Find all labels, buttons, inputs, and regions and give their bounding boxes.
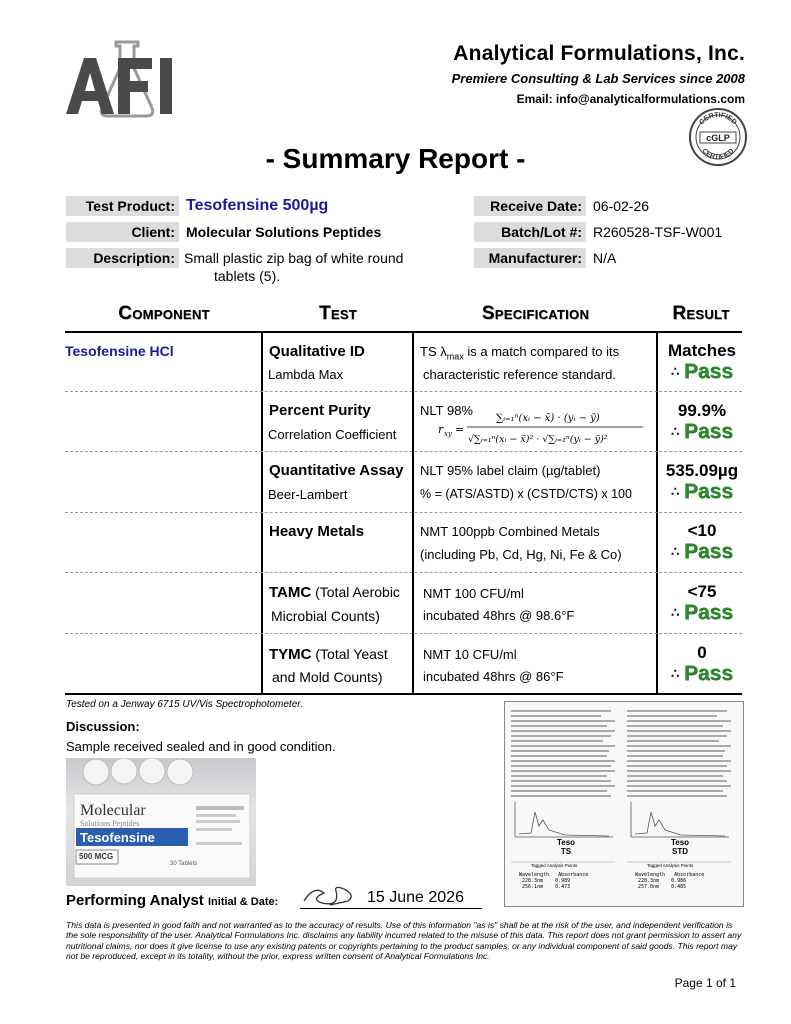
company-block bbox=[452, 42, 745, 106]
header-result: Result bbox=[672, 303, 730, 324]
seal-mid-text: cGLP bbox=[706, 133, 730, 143]
result-pass: ∴ Pass bbox=[671, 662, 733, 685]
left-table-title: Tagged Analysis Points bbox=[531, 863, 578, 868]
right-points-table: Wavelength Absorbance 228.3nm 0.986 257.0nm 0.485 bbox=[635, 872, 705, 890]
test-method: and Mold Counts) bbox=[272, 669, 383, 685]
sample-photo bbox=[66, 758, 256, 886]
report-title: - Summary Report - bbox=[265, 143, 526, 174]
test-method: Beer-Lambert bbox=[268, 487, 348, 502]
spec-line-2: % = (ATS/ASTD) x (CSTD/CTS) x 100 bbox=[420, 487, 632, 501]
description-line-2: tablets (5). bbox=[214, 268, 281, 284]
description-line-1: Small plastic zip bag of white round bbox=[184, 250, 404, 266]
photo-brand-sub: Solutions Peptides bbox=[80, 819, 140, 828]
right-table-title: Tagged Analysis Points bbox=[647, 863, 694, 868]
test-method: Correlation Coefficient bbox=[268, 427, 397, 442]
test-name: Quantitative Assay bbox=[269, 462, 404, 479]
photo-count: 30 Tablets bbox=[170, 861, 198, 867]
result-value: 0 bbox=[697, 643, 707, 662]
test-name: TYMC (Total Yeast bbox=[269, 646, 388, 663]
page-number: Page 1 of 1 bbox=[674, 976, 736, 990]
row-separator bbox=[65, 633, 742, 634]
spec-line-2: incubated 48hrs @ 86°F bbox=[423, 669, 564, 684]
result-value: 99.9% bbox=[677, 401, 727, 420]
row-separator bbox=[65, 572, 742, 573]
row-separator bbox=[65, 512, 742, 513]
table-divider-3 bbox=[656, 331, 658, 695]
client-label: Client: bbox=[66, 222, 179, 242]
result-value: Matches bbox=[667, 341, 737, 360]
spec-line-1: NMT 100 CFU/ml bbox=[423, 586, 524, 601]
result-pass: ∴ Pass bbox=[671, 360, 733, 383]
spec-line-2: characteristic reference standard. bbox=[423, 367, 616, 382]
test-product-label: Test Product: bbox=[66, 196, 179, 216]
spec-line-1: NLT 95% label claim (µg/tablet) bbox=[420, 463, 601, 478]
test-product-value: Tesofensine 500µg bbox=[186, 197, 329, 214]
receive-date-label: Receive Date: bbox=[474, 196, 586, 216]
company-tagline: Premiere Consulting & Lab Services since 2008 bbox=[451, 71, 745, 86]
svg-text:r: r bbox=[438, 423, 444, 436]
client-value: Molecular Solutions Peptides bbox=[186, 224, 382, 240]
manufacturer-value: N/A bbox=[593, 250, 617, 266]
photo-dose: 500 MCG bbox=[79, 852, 114, 861]
test-name: Qualitative ID bbox=[269, 343, 365, 360]
header-component: Component bbox=[118, 303, 210, 324]
row-separator bbox=[65, 391, 742, 392]
performing-analyst-label: Performing Analyst Initial & Date: bbox=[66, 892, 279, 909]
signature-line bbox=[300, 908, 482, 909]
spectrum-label-right: Teso STD bbox=[670, 838, 690, 856]
seal-bottom-text: CERTIFIED bbox=[700, 147, 736, 162]
result-pass: ∴ Pass bbox=[671, 480, 733, 503]
row-separator bbox=[65, 451, 742, 452]
result-value: <75 bbox=[687, 582, 717, 601]
spec-line-1: NMT 100ppb Combined Metals bbox=[420, 524, 600, 539]
result-pass: ∴ Pass bbox=[671, 420, 733, 443]
analysis-date: 15 June 2026 bbox=[367, 889, 464, 906]
header-test: Test bbox=[318, 303, 358, 324]
discussion-heading: Discussion: bbox=[66, 719, 140, 734]
batch-label: Batch/Lot #: bbox=[474, 222, 586, 242]
table-divider-2 bbox=[412, 331, 414, 695]
discussion-text: Sample received sealed and in good condition. bbox=[66, 739, 336, 754]
spec-line-1: NMT 10 CFU/ml bbox=[423, 647, 517, 662]
component-name: Tesofensine HCl bbox=[65, 343, 174, 359]
spec-line-1: TS $\lambda_{max}$ is a match compared to its bbox=[420, 344, 620, 362]
result-value: <10 bbox=[687, 521, 717, 540]
description-label: Description: bbox=[66, 248, 179, 268]
manufacturer-label: Manufacturer: bbox=[474, 248, 586, 268]
result-value: 535.09µg bbox=[665, 461, 739, 480]
table-divider-1 bbox=[261, 331, 263, 695]
disclaimer-text: This data is presented in good faith and not warranted as to the accuracy of results. Use of this information "as is" shall be at the risk of the user, and independent verification is the sole responsibility of the user. Analytical Formulations Inc. disclaims any liability incurred related to the misuse of this data. This report does not grant permission to assert any nutritional claims, nor does it give license to use any existing patents or copyrights pertaining to the product samples, or any individual component of said goods. This report may not be reproduced, except in its totality, without the prior, express written consent of Analytical Formulations Inc. bbox=[66, 920, 742, 962]
spec-line-1: NLT 98% bbox=[420, 403, 473, 418]
test-name: Heavy Metals bbox=[269, 523, 365, 540]
test-name: TAMC (Total Aerobic bbox=[269, 584, 400, 601]
result-pass: ∴ Pass bbox=[671, 601, 733, 624]
result-pass: ∴ Pass bbox=[671, 540, 733, 563]
afi-logo bbox=[64, 40, 194, 120]
company-email: Email: info@analyticalformulations.com bbox=[516, 92, 745, 106]
spec-line-2: incubated 48hrs @ 98.6°F bbox=[423, 608, 575, 623]
seal-top-text: CERTIFIED bbox=[698, 111, 738, 127]
receive-date-value: 06-02-26 bbox=[593, 198, 650, 214]
batch-value: R260528-TSF-W001 bbox=[593, 224, 723, 240]
analyst-signature bbox=[300, 883, 360, 909]
svg-text:√∑ᵢ₌₁ⁿ(xᵢ − x̄)² · √∑ᵢ₌₁ⁿ(yᵢ −: √∑ᵢ₌₁ⁿ(xᵢ − x̄)² · √∑ᵢ₌₁ⁿ(yᵢ − ȳ)² bbox=[468, 434, 608, 445]
instrument-note: Tested on a Jenway 6715 UV/Vis Spectrophotometer. bbox=[66, 699, 303, 710]
svg-text:=: = bbox=[455, 423, 465, 436]
company-name: Analytical Formulations, Inc. bbox=[453, 42, 745, 65]
test-name: Percent Purity bbox=[269, 402, 371, 419]
test-method: Lambda Max bbox=[268, 367, 344, 382]
svg-text:∑ᵢ₌₁ⁿ(xᵢ − x̄) · (yᵢ − ȳ): ∑ᵢ₌₁ⁿ(xᵢ − x̄) · (yᵢ − ȳ) bbox=[496, 413, 600, 424]
svg-text:xy: xy bbox=[444, 430, 452, 438]
table-bottom-rule bbox=[65, 693, 742, 695]
left-points-table: Wavelength Absorbance 228.3nm 0.989 256.1nm 0.473 bbox=[519, 872, 589, 890]
test-method: Microbial Counts) bbox=[271, 608, 380, 624]
photo-product: Tesofensine bbox=[80, 830, 155, 845]
correlation-formula bbox=[438, 406, 648, 450]
header-specification: Specification bbox=[481, 303, 590, 324]
spec-line-2: (including Pb, Cd, Hg, Ni, Fe & Co) bbox=[420, 547, 622, 562]
table-header-rule bbox=[65, 331, 742, 333]
spectrophotometer-printout bbox=[504, 701, 744, 907]
spectrum-label-left: Teso TS bbox=[556, 838, 576, 856]
photo-brand: Molecular bbox=[80, 802, 146, 819]
